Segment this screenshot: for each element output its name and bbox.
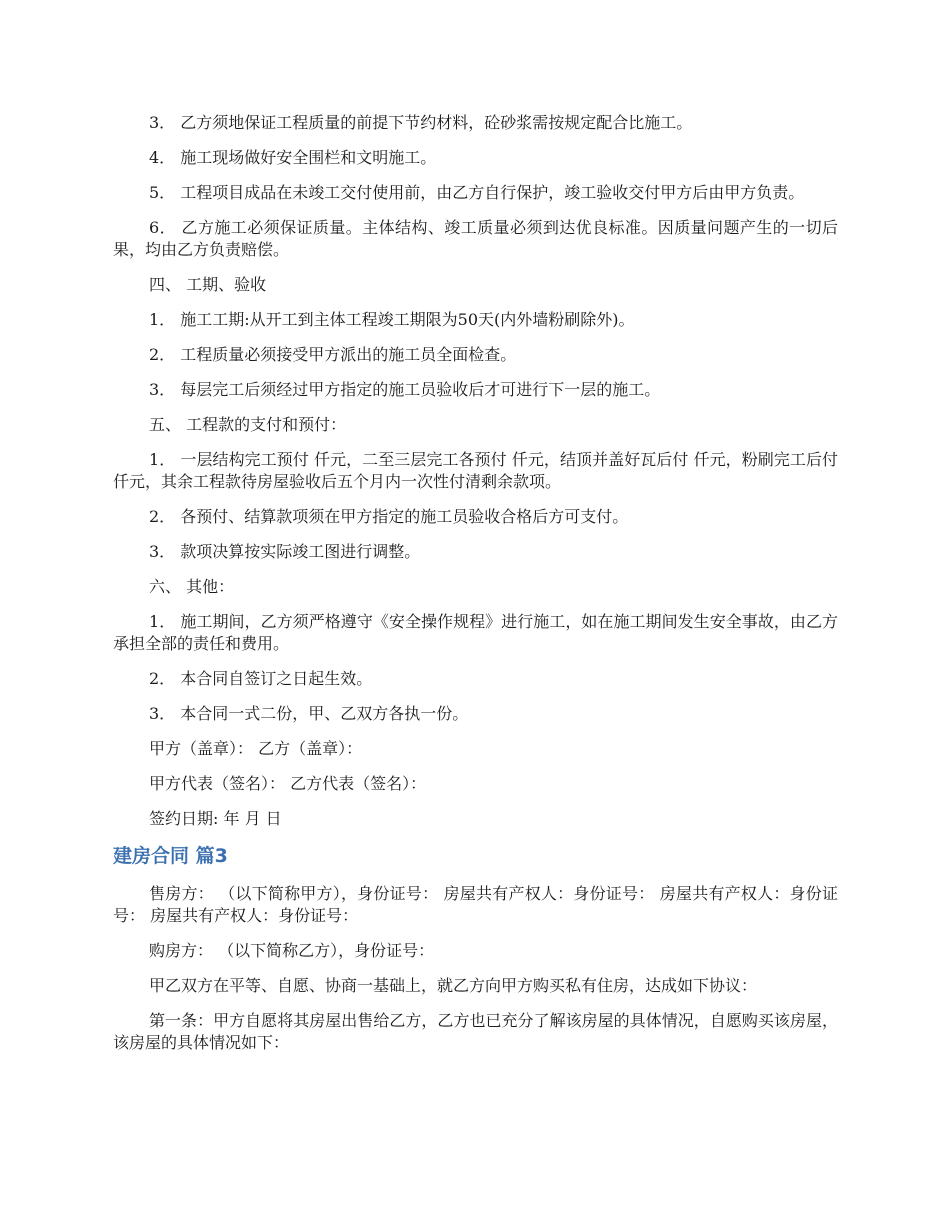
signature-line-representative: 甲方代表（签名）： 乙方代表（签名）： <box>149 774 427 793</box>
paragraph: 6． 乙方施工必须保证质量。主体结构、竣工质量必须到达优良标准。因质量问题产生的一切后果，均由乙方负责赔偿。 <box>113 218 838 259</box>
paragraph: 3． 乙方须地保证工程质量的前提下节约材料，砼砂浆需按规定配合比施工。 <box>149 113 693 132</box>
section-heading: 五、 工程款的支付和预付： <box>149 415 347 434</box>
paragraph: 4． 施工现场做好安全围栏和文明施工。 <box>149 148 437 167</box>
paragraph: 售房方： （以下简称甲方），身份证号： 房屋共有产权人：身份证号： 房屋共有产权人：身份证号： 房屋共有产权人：身份证号： <box>113 884 838 925</box>
paragraph: 甲乙双方在平等、自愿、协商一基础上，就乙方向甲方购买私有住房，达成如下协议： <box>149 976 758 995</box>
paragraph: 购房方： （以下简称乙方），身份证号： <box>149 941 435 960</box>
section-title: 建房合同 篇3 <box>113 845 228 867</box>
paragraph: 2． 本合同自签订之日起生效。 <box>149 669 373 688</box>
paragraph: 5． 工程项目成品在未竣工交付使用前，由乙方自行保护，竣工验收交付甲方后由甲方负责。 <box>149 183 805 202</box>
section-heading: 六、 其他： <box>149 577 235 596</box>
paragraph: 3． 款项决算按实际竣工图进行调整。 <box>149 542 421 561</box>
paragraph: 3． 本合同一式二份，甲、乙双方各执一份。 <box>149 704 469 723</box>
paragraph: 2． 工程质量必须接受甲方派出的施工员全面检查。 <box>149 345 517 364</box>
section-heading: 四、 工期、验收 <box>149 275 267 294</box>
signing-date: 签约日期: 年 月 日 <box>149 809 282 828</box>
paragraph: 1． 施工工期:从开工到主体工程竣工期限为50天(内外墙粉刷除外)。 <box>149 310 635 329</box>
signature-line-seal: 甲方（盖章）： 乙方（盖章）： <box>149 739 363 758</box>
paragraph: 第一条：甲方自愿将其房屋出售给乙方，乙方也已充分了解该房屋的具体情况，自愿购买该房屋，该房屋的具体情况如下： <box>113 1011 838 1052</box>
paragraph: 2． 各预付、结算款项须在甲方指定的施工员验收合格后方可支付。 <box>149 507 629 526</box>
paragraph: 1． 一层结构完工预付 仟元，二至三层完工各预付 仟元，结顶并盖好瓦后付 仟元，粉刷完工后付 仟元，其余工程款待房屋验收后五个月内一次性付清剩余款项。 <box>113 450 838 491</box>
paragraph: 1． 施工期间，乙方须严格遵守《安全操作规程》进行施工，如在施工期间发生安全事故，由乙方承担全部的责任和费用。 <box>113 612 838 653</box>
paragraph: 3． 每层完工后须经过甲方指定的施工员验收后才可进行下一层的施工。 <box>149 380 661 399</box>
document-page <box>113 112 838 1067</box>
